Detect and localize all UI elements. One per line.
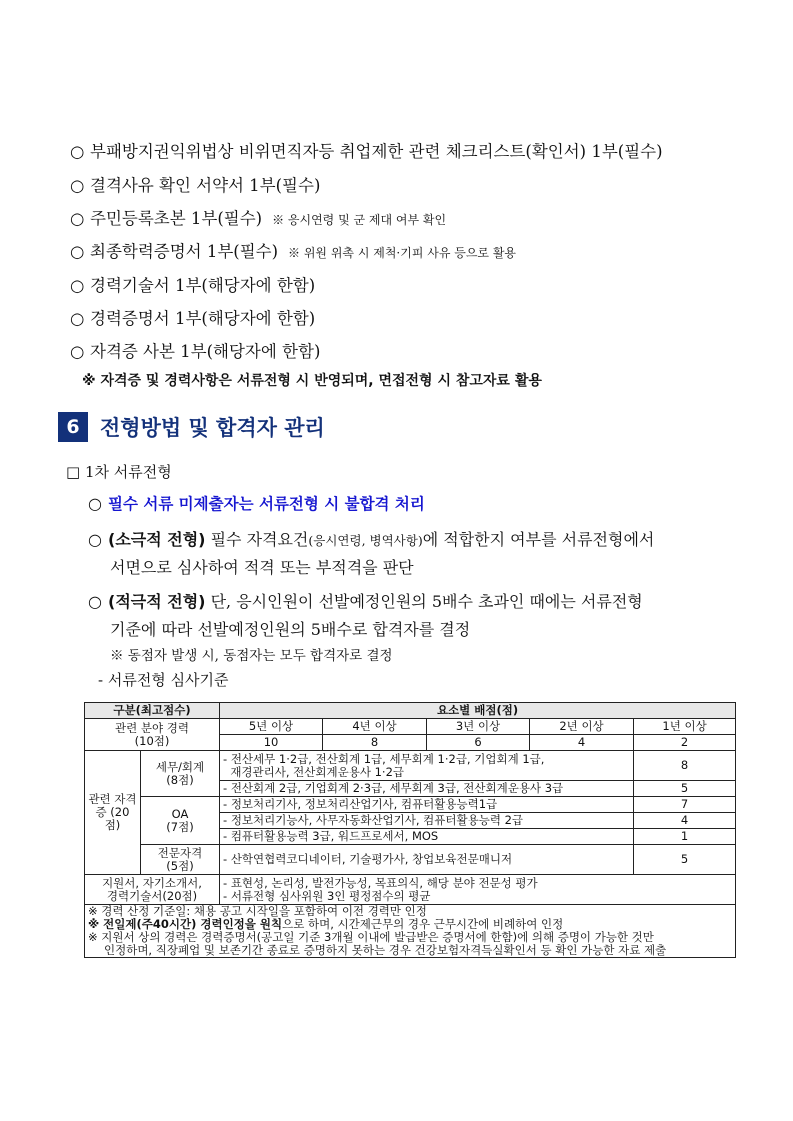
para-2-cont: 서면으로 심사하여 적격 또는 부적격을 판단 [110,558,414,577]
oa-row-3-score: 1 [634,829,736,845]
para-1: ○ 필수 서류 미제출자는 서류전형 시 불합격 처리 [88,494,425,513]
career-label-cell: 관련 분야 경력 (10점) [85,719,220,751]
doc-item-3: ○ 주민등록초본 1부(필수) ※ 응시연령 및 군 제대 여부 확인 [70,209,447,228]
table-row [85,797,736,813]
pro-row: - 산학연협력코디네이터, 기술평가사, 창업보육전문매니저 [220,845,634,875]
doc-note: ※ 응시연령 및 군 제대 여부 확인 [272,213,447,227]
career-score: 10 [220,735,323,751]
bullet-icon: ○ [88,530,102,549]
pro-row-score: 5 [634,845,736,875]
bullet-icon: ○ [70,176,85,195]
section-number: 6 [58,412,88,442]
table-footnotes [85,905,736,958]
table-row [85,845,736,875]
oa-row-3: - 컴퓨터활용능력 3급, 워드프로세서, MOS [220,829,634,845]
bullet-icon: ○ [70,142,85,161]
cert-group-cell: 관련 자격증 (20점) [85,751,141,875]
footnote-2: ※ 전일제(주40시간) 경력인정을 원칙으로 하며, 시간제근무의 경우 근무시간에 비례하여 인정 [88,917,564,931]
criteria-table [84,702,736,958]
header-scores: 요소별 배점(점) [220,703,736,719]
table-header-row [85,703,736,719]
bullet-icon: ○ [70,309,85,328]
tax-row-2-score: 5 [634,781,736,797]
table-row [85,875,736,905]
doc-item-6: ○ 경력증명서 1부(해당자에 한함) [70,309,316,328]
tax-row-2: - 전산회계 2급, 기업회계 2·3급, 세무회계 3급, 전산회계운용사 3급 [220,781,634,797]
subsection-title: □ 1차 서류전형 [66,463,172,481]
oa-row-2: - 정보처리기능사, 사무자동화산업기사, 컴퓨터활용능력 2급 [220,813,634,829]
application-label-cell: 지원서, 자기소개서, 경력기술서(20점) [85,875,220,905]
para-3-cont: 기준에 따라 선발예정인원의 5배수로 합격자를 결정 [110,620,471,639]
doc-item-2: ○ 결격사유 확인 서약서 1부(필수) [70,176,321,195]
bullet-icon: ○ [70,209,85,228]
doc-item-5: ○ 경력기술서 1부(해당자에 한함) [70,276,316,295]
career-score: 6 [427,735,530,751]
checkbox-square-icon: □ [66,463,81,481]
career-year: 2년 이상 [530,719,634,735]
oa-row-2-score: 4 [634,813,736,829]
doc-item-4: ○ 최종학력증명서 1부(필수) ※ 위원 위촉 시 제척·기피 사유 등으로 활용 [70,242,517,261]
footnote-1: ※ 경력 산정 기준일: 채용 공고 시작일을 포함하여 이전 경력만 인정 [88,904,427,918]
career-year: 4년 이상 [323,719,427,735]
career-year: 5년 이상 [220,719,323,735]
doc-item-7: ○ 자격증 사본 1부(해당자에 한함) [70,342,321,361]
table-row [85,719,736,735]
oa-label-cell: OA (7점) [141,797,220,845]
footnote-3-cont: 인정하며, 직장폐업 및 보존기간 종료로 증명하지 못하는 경우 건강보험자격득실확인서 등 확인 가능한 자료 제출 [104,943,667,957]
footnote-3: ※ 지원서 상의 경력은 경력증명서(공고일 기준 3개월 이내에 발급받은 증명서에 한함)에 의해 증명이 가능한 것만 [88,930,654,944]
bullet-icon: ○ [70,276,85,295]
table-footnote-row [85,905,736,958]
bullet-icon: ○ [70,342,85,361]
tax-row-1: - 전산세무 1·2급, 전산회계 1급, 세무회계 1·2급, 기업회계 1급, 재경관리사, 전산회계운용사 1·2급 [220,751,634,781]
career-year: 1년 이상 [634,719,736,735]
section-header [58,410,325,444]
oa-row-1-score: 7 [634,797,736,813]
para-3-note: ※ 동점자 발생 시, 동점자는 모두 합격자로 결정 [110,648,393,664]
bullet-icon: ○ [70,242,85,261]
notice-text: ※ 자격증 및 경력사항은 서류전형 시 반영되며, 면접전형 시 참고자료 활용 [82,373,542,389]
oa-row-1: - 정보처리기사, 정보처리산업기사, 컴퓨터활용능력1급 [220,797,634,813]
tax-row-1-score: 8 [634,751,736,781]
tax-label-cell: 세무/회계 (8점) [141,751,220,797]
career-year: 3년 이상 [427,719,530,735]
career-score: 4 [530,735,634,751]
section-title: 전형방법 및 합격자 관리 [100,416,325,440]
para-3: ○ (적극적 전형) 단, 응시인원이 선발예정인원의 5배수 초과인 때에는 서류전형 [88,592,643,611]
para-2: ○ (소극적 전형) 필수 자격요건(응시연령, 병역사항)에 적합한지 여부를 서류전형에서 [88,530,655,549]
application-criteria: - 표현성, 논리성, 발전가능성, 목표의식, 해당 분야 전문성 평가 - 서류전형 심사위원 3인 평정점수의 평균 [220,875,736,905]
bullet-icon: ○ [88,592,102,611]
header-category: 구분(최고점수) [85,703,220,719]
career-score: 8 [323,735,427,751]
bullet-icon: ○ [88,494,102,513]
pro-label-cell: 전문자격 (5점) [141,845,220,875]
doc-note: ※ 위원 위촉 시 제척·기피 사유 등으로 활용 [288,246,517,260]
table-row [85,751,736,781]
doc-item-1: ○ 부패방지권익위법상 비위면직자등 취업제한 관련 체크리스트(확인서) 1부(필수) [70,142,663,161]
career-score: 2 [634,735,736,751]
criteria-heading: - 서류전형 심사기준 [98,671,229,689]
